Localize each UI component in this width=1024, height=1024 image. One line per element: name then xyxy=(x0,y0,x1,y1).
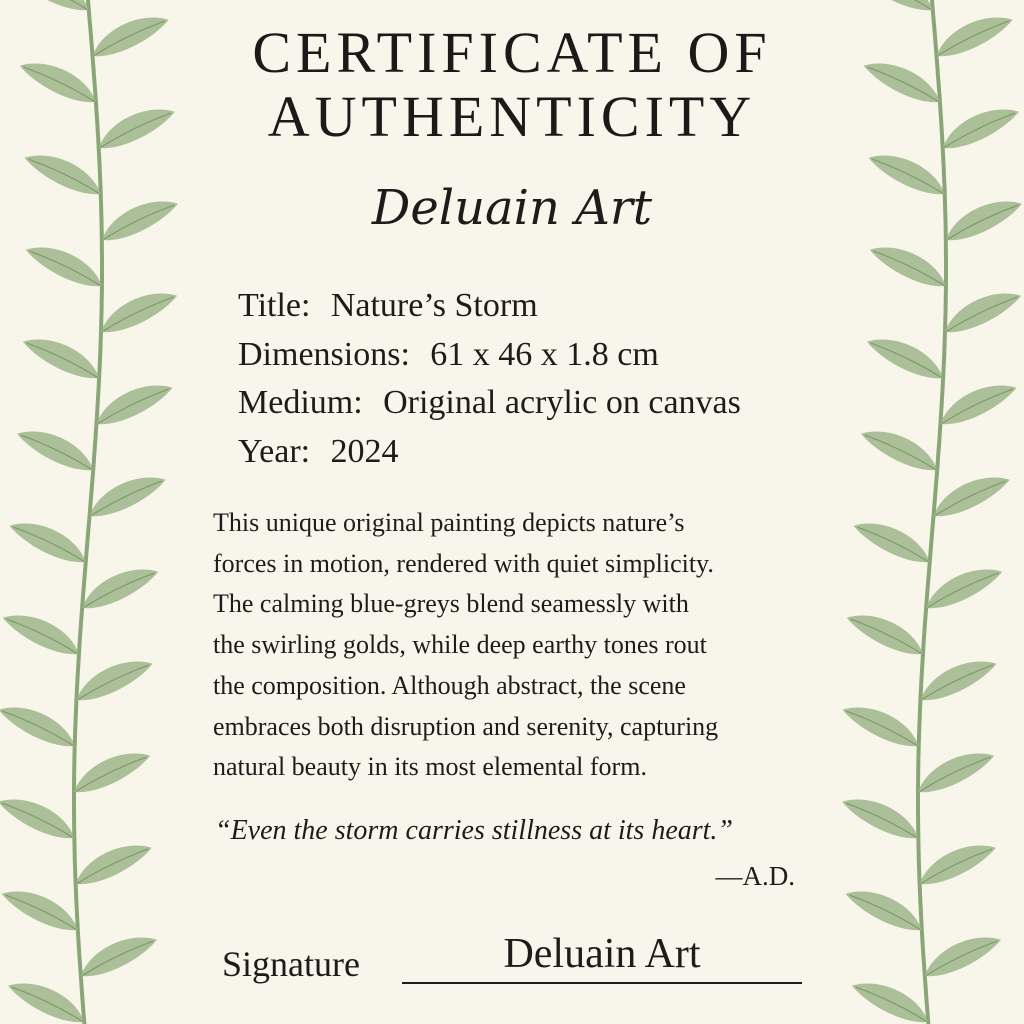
detail-label: Title: xyxy=(238,287,311,324)
detail-row-title xyxy=(238,282,878,331)
detail-label: Medium: xyxy=(238,384,363,421)
leaf-shape xyxy=(21,239,108,291)
leaf-shape xyxy=(12,423,99,475)
detail-label: Dimensions: xyxy=(238,335,410,373)
signature-line xyxy=(402,982,802,984)
leaf-shape xyxy=(0,607,86,659)
leaf-shape xyxy=(934,377,1021,429)
leaf-shape xyxy=(67,745,154,797)
leaf-shape xyxy=(911,745,998,797)
certificate-title-line-1: CERTIFICATE OF xyxy=(252,20,772,85)
description-line: the swirling golds, while deep earthy tones rout xyxy=(213,630,707,660)
detail-row-year xyxy=(238,428,878,477)
description-line: natural beauty in its most elemental form. xyxy=(213,752,647,782)
leaf-shape xyxy=(852,0,939,15)
leaf-shape xyxy=(927,469,1014,521)
detail-value: 61 x 46 x 1.8 cm xyxy=(430,335,659,373)
detail-value: 2024 xyxy=(330,432,399,470)
leaf-shape xyxy=(75,561,162,613)
artist-subtitle: Deluain Art xyxy=(371,180,653,236)
detail-row-medium xyxy=(238,379,878,428)
description-line: forces in motion, rendered with quiet simplicity. xyxy=(213,548,714,578)
detail-value: Original acrylic on canvas xyxy=(383,384,741,421)
quote-attribution: —A.D. xyxy=(715,861,795,891)
description-line: The calming blue-greys blend seamessly with xyxy=(213,589,689,619)
leaf-shape xyxy=(94,285,181,337)
artist-quote: “Even the storm carries stillness at its heart.” xyxy=(215,815,733,846)
leaf-shape xyxy=(913,837,1000,889)
signature-label: Signature xyxy=(222,944,360,984)
leaf-shape xyxy=(841,883,928,935)
leaf-shape xyxy=(865,239,952,291)
detail-value: Nature’s Storm xyxy=(330,287,538,324)
leaf-shape xyxy=(918,929,1005,981)
leaf-shape xyxy=(8,0,95,15)
description-line: embraces both disruption and serenity, capturing xyxy=(213,711,719,741)
leaf-shape xyxy=(914,653,1001,705)
detail-label: Year: xyxy=(238,432,311,470)
description-line: the composition. Although abstract, the scene xyxy=(213,670,686,700)
leaf-shape xyxy=(938,285,1024,337)
leaf-shape xyxy=(919,561,1006,613)
leaf-shape xyxy=(5,515,92,567)
leaf-shape xyxy=(90,377,177,429)
leaf-shape xyxy=(74,929,161,981)
artwork-description xyxy=(213,503,873,788)
leaf-shape xyxy=(18,331,105,383)
detail-row-dimensions xyxy=(238,331,878,380)
leaf-shape xyxy=(83,469,170,521)
artwork-details xyxy=(238,282,878,476)
signature-name: Deluain Art xyxy=(503,931,701,977)
left-leaf-vine-decoration xyxy=(0,0,200,1024)
leaf-shape xyxy=(847,975,934,1024)
description-line: This unique original painting depicts nature’s xyxy=(213,508,685,537)
leaf-shape xyxy=(3,975,90,1024)
leaf-shape xyxy=(69,837,156,889)
leaf-shape xyxy=(70,653,157,705)
certificate-title-line-2: AUTHENTICITY xyxy=(267,84,757,149)
